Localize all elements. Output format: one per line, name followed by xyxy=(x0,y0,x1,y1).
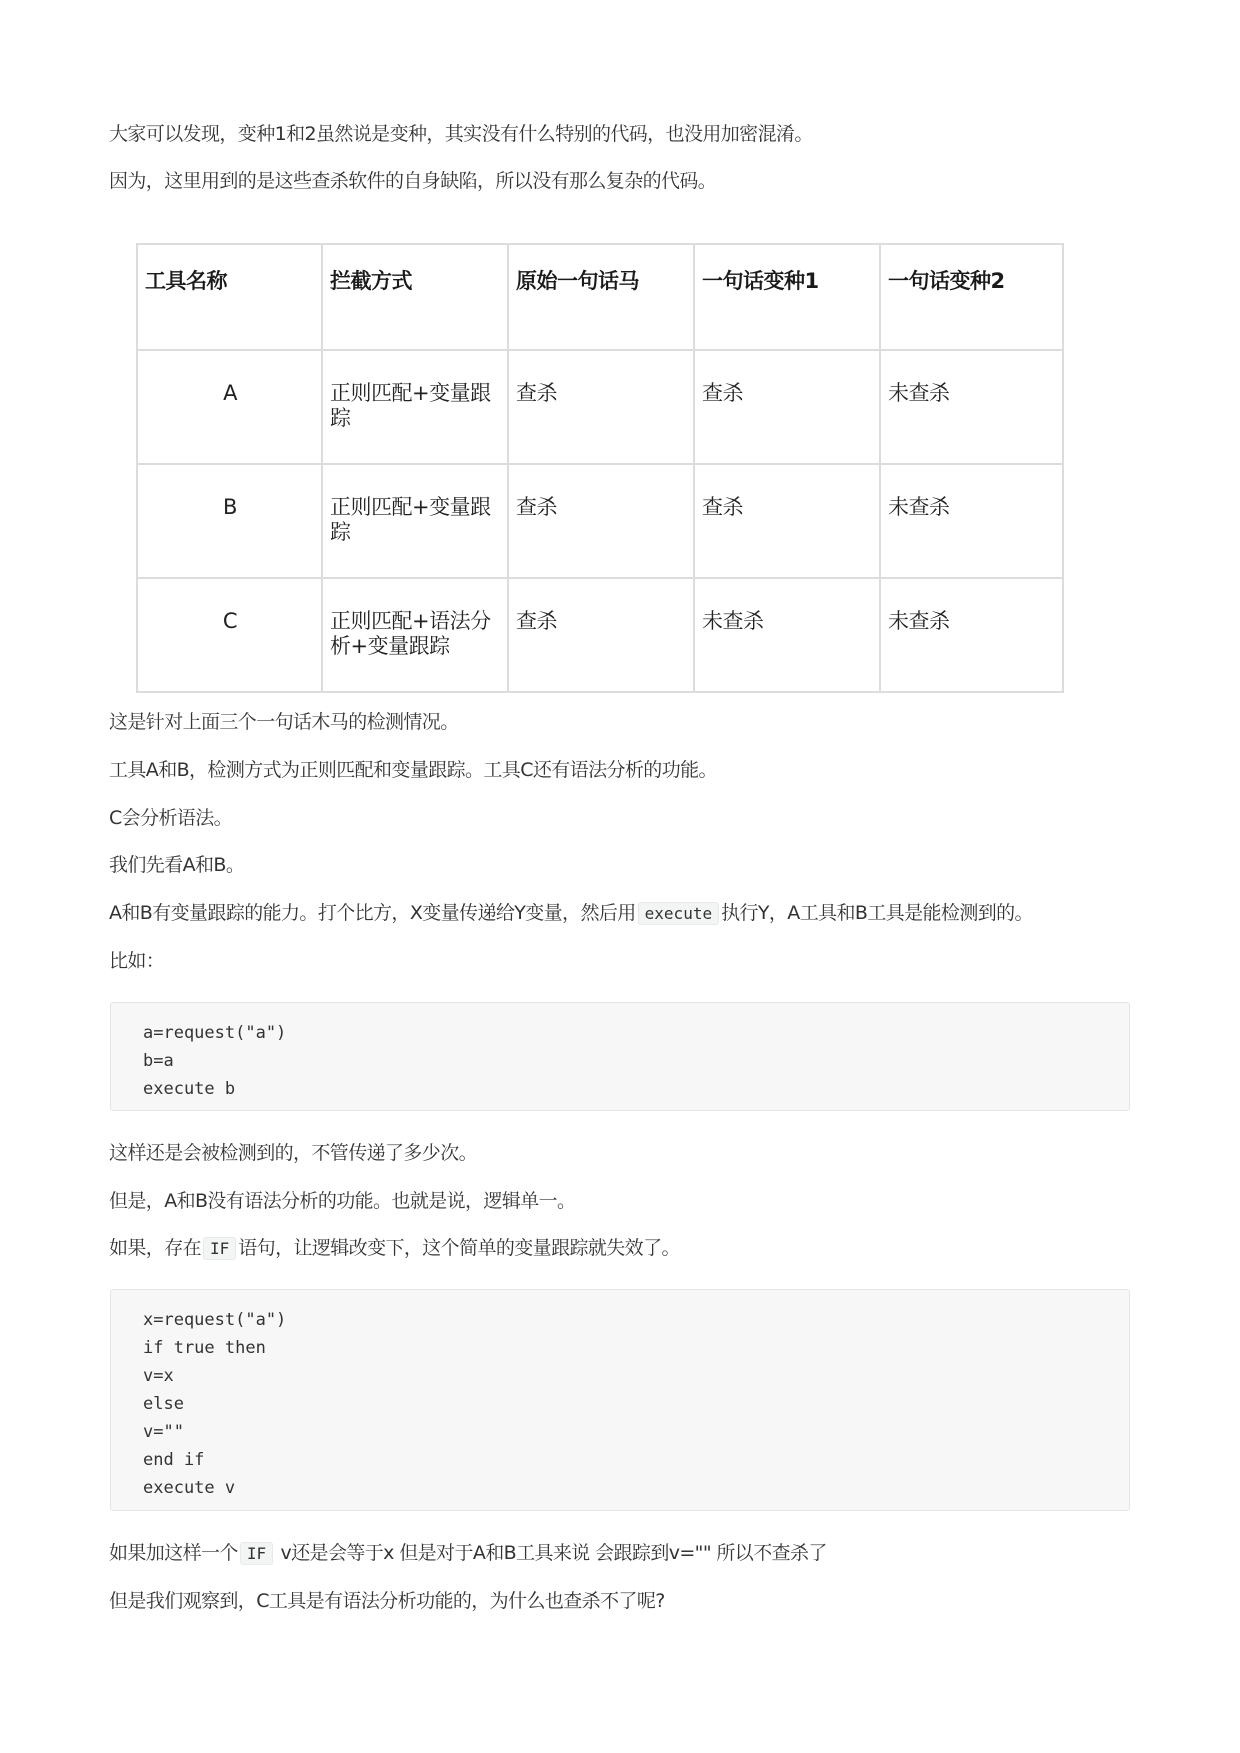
code-block-if-bypass xyxy=(110,1289,1130,1511)
paragraph-detection-summary: 这是针对上面三个一句话木马的检测情况。 xyxy=(109,711,459,733)
paragraph-look-ab: 我们先看A和B。 xyxy=(109,854,245,876)
text-before: 如果，存在 xyxy=(109,1237,202,1259)
table-header-row xyxy=(137,244,1063,350)
code-line: x=request("a") xyxy=(143,1310,287,1330)
text-before: A和B有变量跟踪的能力。打个比方，X变量传递给Y变量，然后用 xyxy=(109,902,636,924)
inline-code-if: IF xyxy=(203,1237,236,1260)
paragraph-if-statement xyxy=(109,1235,680,1262)
cell-method: 正则匹配+语法分析+变量跟踪 xyxy=(322,578,508,692)
paragraph-if-explanation xyxy=(109,1540,827,1567)
inline-code-execute: execute xyxy=(638,902,719,925)
code-line: execute b xyxy=(143,1079,236,1099)
cell-variant2-status: 未查杀 xyxy=(880,350,1063,464)
cell-variant1-status: 查杀 xyxy=(694,464,880,578)
code-line: else xyxy=(143,1394,184,1414)
cell-original-status: 查杀 xyxy=(508,464,694,578)
paragraph-variable-tracking xyxy=(109,900,1033,927)
text-after: 语句，让逻辑改变下，这个简单的变量跟踪就失效了。 xyxy=(238,1237,680,1259)
header-variant1: 一句话变种1 xyxy=(694,244,880,350)
header-original: 原始一句话马 xyxy=(508,244,694,350)
header-tool-name: 工具名称 xyxy=(137,244,322,350)
cell-original-status: 查杀 xyxy=(508,350,694,464)
code-block-variable-passing xyxy=(110,1002,1130,1111)
paragraph-example: 比如： xyxy=(109,950,165,972)
paragraph-intro-2: 因为，这里用到的是这些查杀软件的自身缺陷，所以没有那么复杂的代码。 xyxy=(109,170,717,192)
cell-variant1-status: 查杀 xyxy=(694,350,880,464)
code-line: end if xyxy=(143,1450,205,1470)
paragraph-tool-methods: 工具A和B，检测方式为正则匹配和变量跟踪。工具C还有语法分析的功能。 xyxy=(109,759,717,781)
cell-tool: B xyxy=(137,464,322,578)
code-line: v="" xyxy=(143,1422,184,1442)
detection-results-table xyxy=(136,243,1064,693)
paragraph-intro-1: 大家可以发现，变种1和2虽然说是变种，其实没有什么特别的代码，也没用加密混淆。 xyxy=(109,123,813,145)
code-line: a=request("a") xyxy=(143,1023,287,1043)
text-after: 执行Y，A工具和B工具是能检测到的。 xyxy=(721,902,1033,924)
table-row xyxy=(137,350,1063,464)
cell-method: 正则匹配+变量跟踪 xyxy=(322,464,508,578)
paragraph-still-detected: 这样还是会被检测到的，不管传递了多少次。 xyxy=(109,1142,478,1164)
cell-variant2-status: 未查杀 xyxy=(880,578,1063,692)
cell-original-status: 查杀 xyxy=(508,578,694,692)
table-row xyxy=(137,464,1063,578)
code-line: execute v xyxy=(143,1478,236,1498)
header-variant2: 一句话变种2 xyxy=(880,244,1063,350)
code-line: b=a xyxy=(143,1051,174,1071)
code-line: v=x xyxy=(143,1366,174,1386)
text-after: v还是会等于x 但是对于A和B工具来说 会跟踪到v="" 所以不查杀了 xyxy=(275,1542,827,1564)
code-line: if true then xyxy=(143,1338,266,1358)
cell-variant2-status: 未查杀 xyxy=(880,464,1063,578)
cell-variant1-status: 未查杀 xyxy=(694,578,880,692)
cell-tool: C xyxy=(137,578,322,692)
paragraph-question: 但是我们观察到，C工具是有语法分析功能的，为什么也查杀不了呢? xyxy=(109,1590,665,1612)
paragraph-no-syntax-analysis: 但是，A和B没有语法分析的功能。也就是说，逻辑单一。 xyxy=(109,1190,576,1212)
text-before: 如果加这样一个 xyxy=(109,1542,238,1564)
cell-method: 正则匹配+变量跟踪 xyxy=(322,350,508,464)
table-row xyxy=(137,578,1063,692)
header-method: 拦截方式 xyxy=(322,244,508,350)
cell-tool: A xyxy=(137,350,322,464)
paragraph-c-syntax: C会分析语法。 xyxy=(109,807,233,829)
inline-code-if: IF xyxy=(240,1542,273,1565)
